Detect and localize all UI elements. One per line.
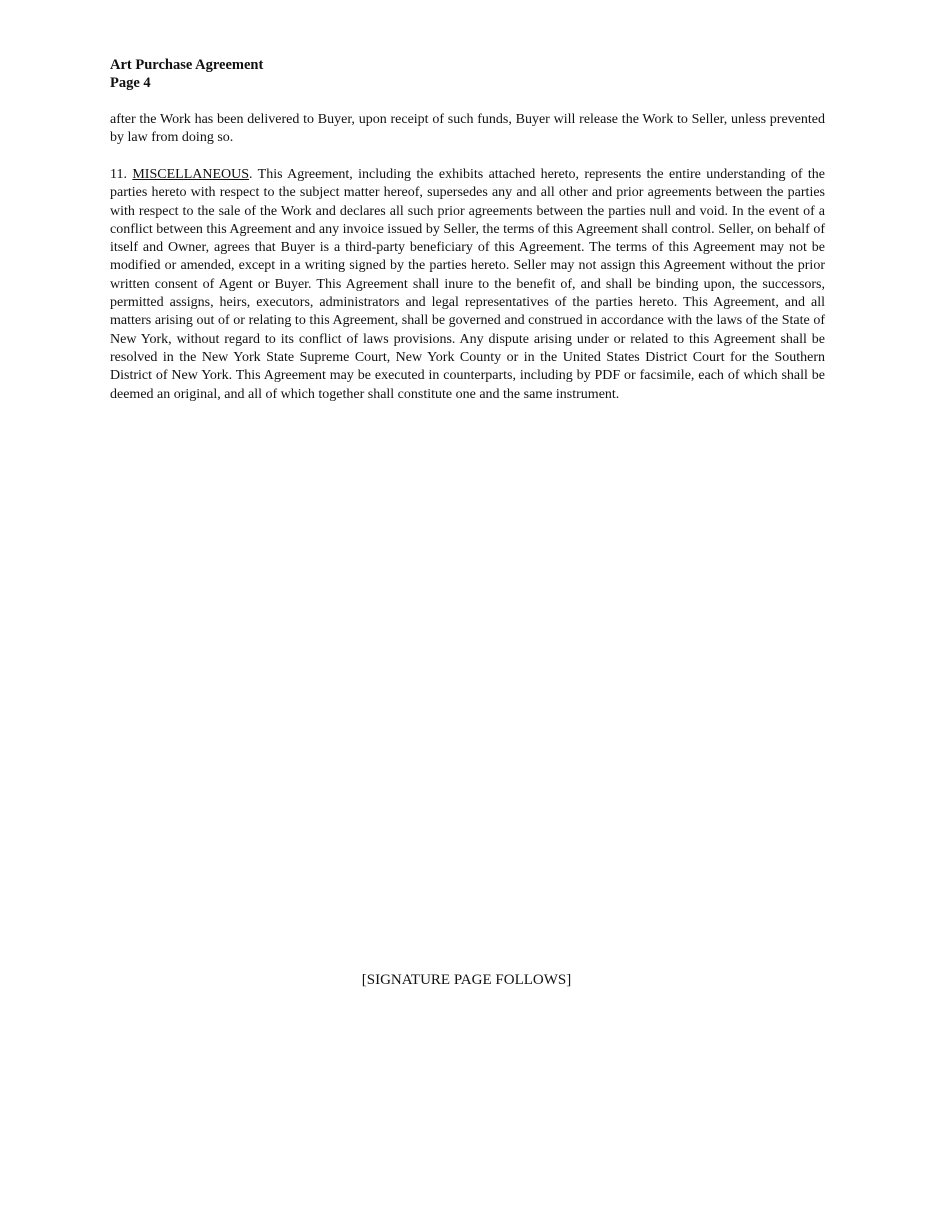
page-header xyxy=(110,56,263,92)
page-number: Page 4 xyxy=(110,75,151,91)
section-body: . This Agreement, including the exhibits attached hereto, represents the entire understanding of the parties hereto with respect to the subject matter hereof, supersedes any and all other and prior agreements between the parties with respect to the sale of the Work and declares all such prior agreements between the parties null and void. In the event of a conflict between this Agreement and any invoice issued by Seller, the terms of this Agreement shall control. Seller, on behalf of itself and Owner, agrees that Buyer is a third-party beneficiary of this Agreement. The terms of this Agreement may not be modified or amended, except in a writing signed by the parties hereto. Seller may not assign this Agreement without the prior written consent of Agent or Buyer. This Agreement shall inure to the benefit of, and shall be binding upon, the successors, permitted assigns, heirs, executors, administrators and legal representatives of the parties hereto. This Agreement, and all matters arising out of or relating to this Agreement, shall be governed and construed in accordance with the laws of the State of New York, without regard to its conflict of laws provisions. Any dispute arising under or related to this Agreement shall be resolved in the New York State Supreme Court, New York County or in the United States District Court for the Southern District of New York. This Agreement may be executed in counterparts, including by PDF or facsimile, each of which shall be deemed an original, and all of which together shall constitute one and the same instrument. xyxy=(110,167,826,402)
section-heading: MISCELLANEOUS xyxy=(132,167,250,182)
section-number: 11. xyxy=(110,167,127,182)
continuation-paragraph: after the Work has been delivered to Buyer, upon receipt of such funds, Buyer will release the Work to Seller, unless prevented by law from doing so. xyxy=(110,112,825,146)
section-11-paragraph xyxy=(110,166,825,404)
signature-page-note: [SIGNATURE PAGE FOLLOWS] xyxy=(361,972,572,988)
document-title: Art Purchase Agreement xyxy=(110,57,264,73)
